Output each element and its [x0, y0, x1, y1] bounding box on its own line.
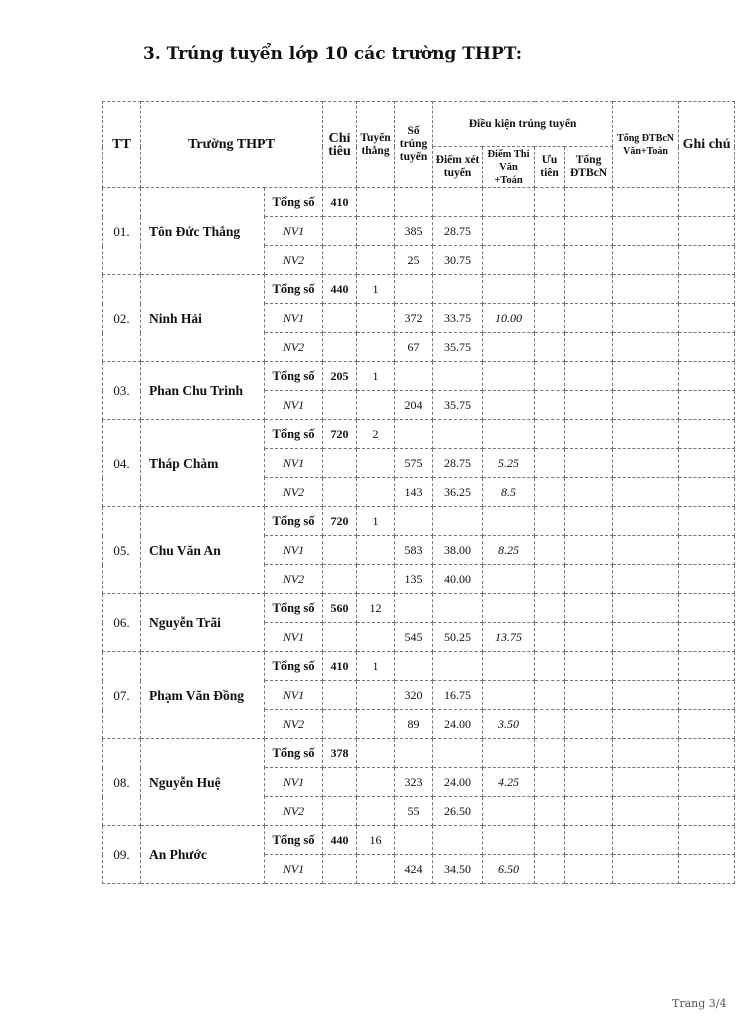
- direct-cell: [357, 797, 395, 826]
- header-total-gpa-lit-math: Tổng ĐTBcN Văn+Toán: [613, 102, 679, 188]
- quota-cell: [323, 304, 357, 333]
- school-name: Phan Chu Trinh: [141, 362, 265, 420]
- admitted-cell: 424: [395, 855, 433, 884]
- total-gpa-cell: [565, 478, 613, 507]
- total-gpa-cell: [565, 275, 613, 304]
- note-cell: [679, 797, 735, 826]
- exam-score-cell: [483, 826, 535, 855]
- table-row: [103, 739, 735, 768]
- row-label: NV1: [265, 681, 323, 710]
- direct-cell: [357, 768, 395, 797]
- priority-cell: [535, 565, 565, 594]
- admitted-cell: [395, 652, 433, 681]
- direct-cell: [357, 188, 395, 217]
- row-label: NV2: [265, 797, 323, 826]
- note-cell: [679, 333, 735, 362]
- score-cell: 30.75: [433, 246, 483, 275]
- note-cell: [679, 391, 735, 420]
- quota-cell: 410: [323, 188, 357, 217]
- note-cell: [679, 768, 735, 797]
- note-cell: [679, 246, 735, 275]
- total-gpa-cell: [565, 594, 613, 623]
- exam-score-cell: [483, 420, 535, 449]
- note-cell: [679, 217, 735, 246]
- exam-score-cell: [483, 188, 535, 217]
- note-cell: [679, 507, 735, 536]
- total-gpa-lit-math-cell: [613, 333, 679, 362]
- score-cell: 38.00: [433, 536, 483, 565]
- total-gpa-cell: [565, 391, 613, 420]
- admitted-cell: 25: [395, 246, 433, 275]
- direct-cell: [357, 536, 395, 565]
- total-gpa-cell: [565, 797, 613, 826]
- note-cell: [679, 855, 735, 884]
- admitted-cell: 143: [395, 478, 433, 507]
- total-gpa-lit-math-cell: [613, 188, 679, 217]
- header-total-gpa: Tổng ĐTBcN: [565, 147, 613, 188]
- quota-cell: [323, 768, 357, 797]
- note-cell: [679, 623, 735, 652]
- table-body: [103, 188, 735, 884]
- total-gpa-lit-math-cell: [613, 304, 679, 333]
- exam-score-cell: 4.25: [483, 768, 535, 797]
- admitted-cell: 583: [395, 536, 433, 565]
- school-number: 02.: [103, 275, 141, 362]
- score-cell: 36.25: [433, 478, 483, 507]
- total-gpa-lit-math-cell: [613, 768, 679, 797]
- school-name: Tháp Chàm: [141, 420, 265, 507]
- quota-cell: [323, 797, 357, 826]
- row-label: NV1: [265, 855, 323, 884]
- note-cell: [679, 449, 735, 478]
- direct-cell: 2: [357, 420, 395, 449]
- direct-cell: [357, 246, 395, 275]
- quota-cell: [323, 217, 357, 246]
- row-label: Tổng số: [265, 507, 323, 536]
- score-cell: [433, 507, 483, 536]
- exam-score-cell: [483, 507, 535, 536]
- exam-score-cell: [483, 681, 535, 710]
- row-label: Tổng số: [265, 739, 323, 768]
- admitted-cell: [395, 420, 433, 449]
- direct-cell: [357, 623, 395, 652]
- row-label: NV1: [265, 536, 323, 565]
- admitted-cell: 320: [395, 681, 433, 710]
- total-gpa-lit-math-cell: [613, 449, 679, 478]
- direct-cell: 16: [357, 826, 395, 855]
- row-label: Tổng số: [265, 652, 323, 681]
- note-cell: [679, 594, 735, 623]
- priority-cell: [535, 217, 565, 246]
- direct-cell: [357, 217, 395, 246]
- school-number: 05.: [103, 507, 141, 594]
- priority-cell: [535, 275, 565, 304]
- direct-cell: [357, 739, 395, 768]
- priority-cell: [535, 188, 565, 217]
- direct-cell: [357, 855, 395, 884]
- direct-cell: [357, 681, 395, 710]
- row-label: Tổng số: [265, 420, 323, 449]
- priority-cell: [535, 623, 565, 652]
- note-cell: [679, 478, 735, 507]
- total-gpa-cell: [565, 710, 613, 739]
- total-gpa-cell: [565, 826, 613, 855]
- direct-cell: [357, 333, 395, 362]
- exam-score-cell: [483, 362, 535, 391]
- priority-cell: [535, 478, 565, 507]
- direct-cell: [357, 449, 395, 478]
- priority-cell: [535, 594, 565, 623]
- total-gpa-lit-math-cell: [613, 478, 679, 507]
- quota-cell: [323, 565, 357, 594]
- total-gpa-cell: [565, 652, 613, 681]
- exam-score-cell: [483, 739, 535, 768]
- exam-score-cell: 13.75: [483, 623, 535, 652]
- priority-cell: [535, 333, 565, 362]
- table-row: [103, 362, 735, 391]
- admitted-cell: 135: [395, 565, 433, 594]
- exam-score-cell: 10.00: [483, 304, 535, 333]
- header-score: Điểm xét tuyển: [433, 147, 483, 188]
- school-name: An Phước: [141, 826, 265, 884]
- header-conditions: Điều kiện trúng tuyển: [433, 102, 613, 147]
- total-gpa-cell: [565, 333, 613, 362]
- total-gpa-lit-math-cell: [613, 275, 679, 304]
- admitted-cell: 89: [395, 710, 433, 739]
- priority-cell: [535, 826, 565, 855]
- total-gpa-lit-math-cell: [613, 739, 679, 768]
- direct-cell: [357, 304, 395, 333]
- admitted-cell: [395, 594, 433, 623]
- header-admitted: Số trúng tuyển: [395, 102, 433, 188]
- row-label: NV1: [265, 768, 323, 797]
- total-gpa-cell: [565, 362, 613, 391]
- exam-score-cell: 8.25: [483, 536, 535, 565]
- admitted-cell: 372: [395, 304, 433, 333]
- row-label: NV2: [265, 478, 323, 507]
- score-cell: [433, 739, 483, 768]
- total-gpa-cell: [565, 536, 613, 565]
- exam-score-cell: [483, 391, 535, 420]
- quota-cell: [323, 536, 357, 565]
- note-cell: [679, 536, 735, 565]
- total-gpa-lit-math-cell: [613, 710, 679, 739]
- exam-score-cell: [483, 652, 535, 681]
- school-name: Ninh Hải: [141, 275, 265, 362]
- header-priority: Ưu tiên: [535, 147, 565, 188]
- header-school: Trường THPT: [141, 102, 323, 188]
- exam-score-cell: [483, 275, 535, 304]
- school-name: Nguyễn Trãi: [141, 594, 265, 652]
- school-number: 07.: [103, 652, 141, 739]
- total-gpa-cell: [565, 304, 613, 333]
- total-gpa-cell: [565, 449, 613, 478]
- total-gpa-lit-math-cell: [613, 594, 679, 623]
- header-tt: TT: [103, 102, 141, 188]
- school-number: 06.: [103, 594, 141, 652]
- school-number: 09.: [103, 826, 141, 884]
- total-gpa-cell: [565, 855, 613, 884]
- total-gpa-cell: [565, 565, 613, 594]
- exam-score-cell: [483, 565, 535, 594]
- total-gpa-lit-math-cell: [613, 362, 679, 391]
- note-cell: [679, 188, 735, 217]
- total-gpa-lit-math-cell: [613, 623, 679, 652]
- row-label: Tổng số: [265, 594, 323, 623]
- total-gpa-lit-math-cell: [613, 217, 679, 246]
- score-cell: 24.00: [433, 768, 483, 797]
- priority-cell: [535, 362, 565, 391]
- school-number: 08.: [103, 739, 141, 826]
- admitted-cell: [395, 188, 433, 217]
- total-gpa-cell: [565, 768, 613, 797]
- total-gpa-lit-math-cell: [613, 855, 679, 884]
- total-gpa-lit-math-cell: [613, 826, 679, 855]
- note-cell: [679, 739, 735, 768]
- score-cell: 16.75: [433, 681, 483, 710]
- row-label: Tổng số: [265, 188, 323, 217]
- direct-cell: [357, 565, 395, 594]
- direct-cell: 12: [357, 594, 395, 623]
- exam-score-cell: 6.50: [483, 855, 535, 884]
- header-quota: Chỉ tiêu: [323, 102, 357, 188]
- header-note: Ghi chú: [679, 102, 735, 188]
- total-gpa-cell: [565, 739, 613, 768]
- table-row: [103, 507, 735, 536]
- school-number: 04.: [103, 420, 141, 507]
- admission-table: [102, 101, 735, 884]
- priority-cell: [535, 768, 565, 797]
- priority-cell: [535, 449, 565, 478]
- direct-cell: 1: [357, 275, 395, 304]
- total-gpa-cell: [565, 246, 613, 275]
- note-cell: [679, 681, 735, 710]
- priority-cell: [535, 739, 565, 768]
- page-number: Trang 3/4: [672, 997, 727, 1010]
- priority-cell: [535, 681, 565, 710]
- total-gpa-cell: [565, 217, 613, 246]
- total-gpa-lit-math-cell: [613, 420, 679, 449]
- direct-cell: 1: [357, 652, 395, 681]
- total-gpa-lit-math-cell: [613, 246, 679, 275]
- score-cell: 50.25: [433, 623, 483, 652]
- priority-cell: [535, 304, 565, 333]
- admitted-cell: 385: [395, 217, 433, 246]
- quota-cell: 720: [323, 420, 357, 449]
- total-gpa-lit-math-cell: [613, 565, 679, 594]
- note-cell: [679, 304, 735, 333]
- header-direct: Tuyển thẳng: [357, 102, 395, 188]
- priority-cell: [535, 420, 565, 449]
- row-label: NV2: [265, 246, 323, 275]
- note-cell: [679, 420, 735, 449]
- school-name: Chu Văn An: [141, 507, 265, 594]
- score-cell: 35.75: [433, 391, 483, 420]
- school-name: Nguyễn Huệ: [141, 739, 265, 826]
- quota-cell: 410: [323, 652, 357, 681]
- direct-cell: 1: [357, 362, 395, 391]
- note-cell: [679, 710, 735, 739]
- total-gpa-cell: [565, 420, 613, 449]
- total-gpa-cell: [565, 623, 613, 652]
- table-row: [103, 275, 735, 304]
- total-gpa-lit-math-cell: [613, 536, 679, 565]
- quota-cell: [323, 246, 357, 275]
- quota-cell: 205: [323, 362, 357, 391]
- table-header: [103, 102, 735, 188]
- total-gpa-lit-math-cell: [613, 797, 679, 826]
- score-cell: 28.75: [433, 449, 483, 478]
- quota-cell: [323, 855, 357, 884]
- section-heading: 3. Trúng tuyển lớp 10 các trường THPT:: [143, 44, 523, 64]
- row-label: NV1: [265, 623, 323, 652]
- admitted-cell: 323: [395, 768, 433, 797]
- score-cell: [433, 594, 483, 623]
- row-label: NV1: [265, 391, 323, 420]
- note-cell: [679, 362, 735, 391]
- quota-cell: [323, 681, 357, 710]
- admitted-cell: [395, 507, 433, 536]
- direct-cell: [357, 710, 395, 739]
- table-row: [103, 652, 735, 681]
- row-label: NV2: [265, 710, 323, 739]
- score-cell: 24.00: [433, 710, 483, 739]
- direct-cell: 1: [357, 507, 395, 536]
- priority-cell: [535, 536, 565, 565]
- admitted-cell: 55: [395, 797, 433, 826]
- admitted-cell: [395, 275, 433, 304]
- admitted-cell: 204: [395, 391, 433, 420]
- total-gpa-cell: [565, 507, 613, 536]
- exam-score-cell: [483, 797, 535, 826]
- total-gpa-cell: [565, 681, 613, 710]
- score-cell: [433, 826, 483, 855]
- score-cell: 40.00: [433, 565, 483, 594]
- quota-cell: [323, 623, 357, 652]
- row-label: Tổng số: [265, 362, 323, 391]
- table-row: [103, 594, 735, 623]
- exam-score-cell: [483, 217, 535, 246]
- score-cell: [433, 275, 483, 304]
- quota-cell: 378: [323, 739, 357, 768]
- row-label: Tổng số: [265, 826, 323, 855]
- quota-cell: 560: [323, 594, 357, 623]
- exam-score-cell: [483, 246, 535, 275]
- score-cell: [433, 188, 483, 217]
- note-cell: [679, 275, 735, 304]
- score-cell: 28.75: [433, 217, 483, 246]
- note-cell: [679, 652, 735, 681]
- quota-cell: [323, 333, 357, 362]
- table-row: [103, 420, 735, 449]
- score-cell: 35.75: [433, 333, 483, 362]
- note-cell: [679, 826, 735, 855]
- total-gpa-lit-math-cell: [613, 391, 679, 420]
- exam-score-cell: 3.50: [483, 710, 535, 739]
- admitted-cell: [395, 362, 433, 391]
- priority-cell: [535, 855, 565, 884]
- priority-cell: [535, 797, 565, 826]
- priority-cell: [535, 507, 565, 536]
- header-exam-score: Điểm Thi Văn +Toán: [483, 147, 535, 188]
- quota-cell: 720: [323, 507, 357, 536]
- priority-cell: [535, 246, 565, 275]
- row-label: NV2: [265, 565, 323, 594]
- quota-cell: 440: [323, 275, 357, 304]
- row-label: NV1: [265, 449, 323, 478]
- admitted-cell: 575: [395, 449, 433, 478]
- quota-cell: 440: [323, 826, 357, 855]
- total-gpa-lit-math-cell: [613, 652, 679, 681]
- total-gpa-lit-math-cell: [613, 507, 679, 536]
- total-gpa-lit-math-cell: [613, 681, 679, 710]
- direct-cell: [357, 478, 395, 507]
- score-cell: 26.50: [433, 797, 483, 826]
- exam-score-cell: 5.25: [483, 449, 535, 478]
- table-row: [103, 188, 735, 217]
- score-cell: 33.75: [433, 304, 483, 333]
- school-number: 01.: [103, 188, 141, 275]
- admitted-cell: 67: [395, 333, 433, 362]
- direct-cell: [357, 391, 395, 420]
- priority-cell: [535, 652, 565, 681]
- exam-score-cell: [483, 333, 535, 362]
- quota-cell: [323, 710, 357, 739]
- row-label: Tổng số: [265, 275, 323, 304]
- quota-cell: [323, 449, 357, 478]
- row-label: NV2: [265, 333, 323, 362]
- quota-cell: [323, 478, 357, 507]
- score-cell: 34.50: [433, 855, 483, 884]
- row-label: NV1: [265, 304, 323, 333]
- total-gpa-cell: [565, 188, 613, 217]
- priority-cell: [535, 710, 565, 739]
- school-number: 03.: [103, 362, 141, 420]
- score-cell: [433, 362, 483, 391]
- school-name: Tôn Đức Thắng: [141, 188, 265, 275]
- table-row: [103, 826, 735, 855]
- quota-cell: [323, 391, 357, 420]
- priority-cell: [535, 391, 565, 420]
- note-cell: [679, 565, 735, 594]
- score-cell: [433, 652, 483, 681]
- admitted-cell: [395, 739, 433, 768]
- admitted-cell: [395, 826, 433, 855]
- exam-score-cell: 8.5: [483, 478, 535, 507]
- admitted-cell: 545: [395, 623, 433, 652]
- school-name: Phạm Văn Đồng: [141, 652, 265, 739]
- exam-score-cell: [483, 594, 535, 623]
- row-label: NV1: [265, 217, 323, 246]
- score-cell: [433, 420, 483, 449]
